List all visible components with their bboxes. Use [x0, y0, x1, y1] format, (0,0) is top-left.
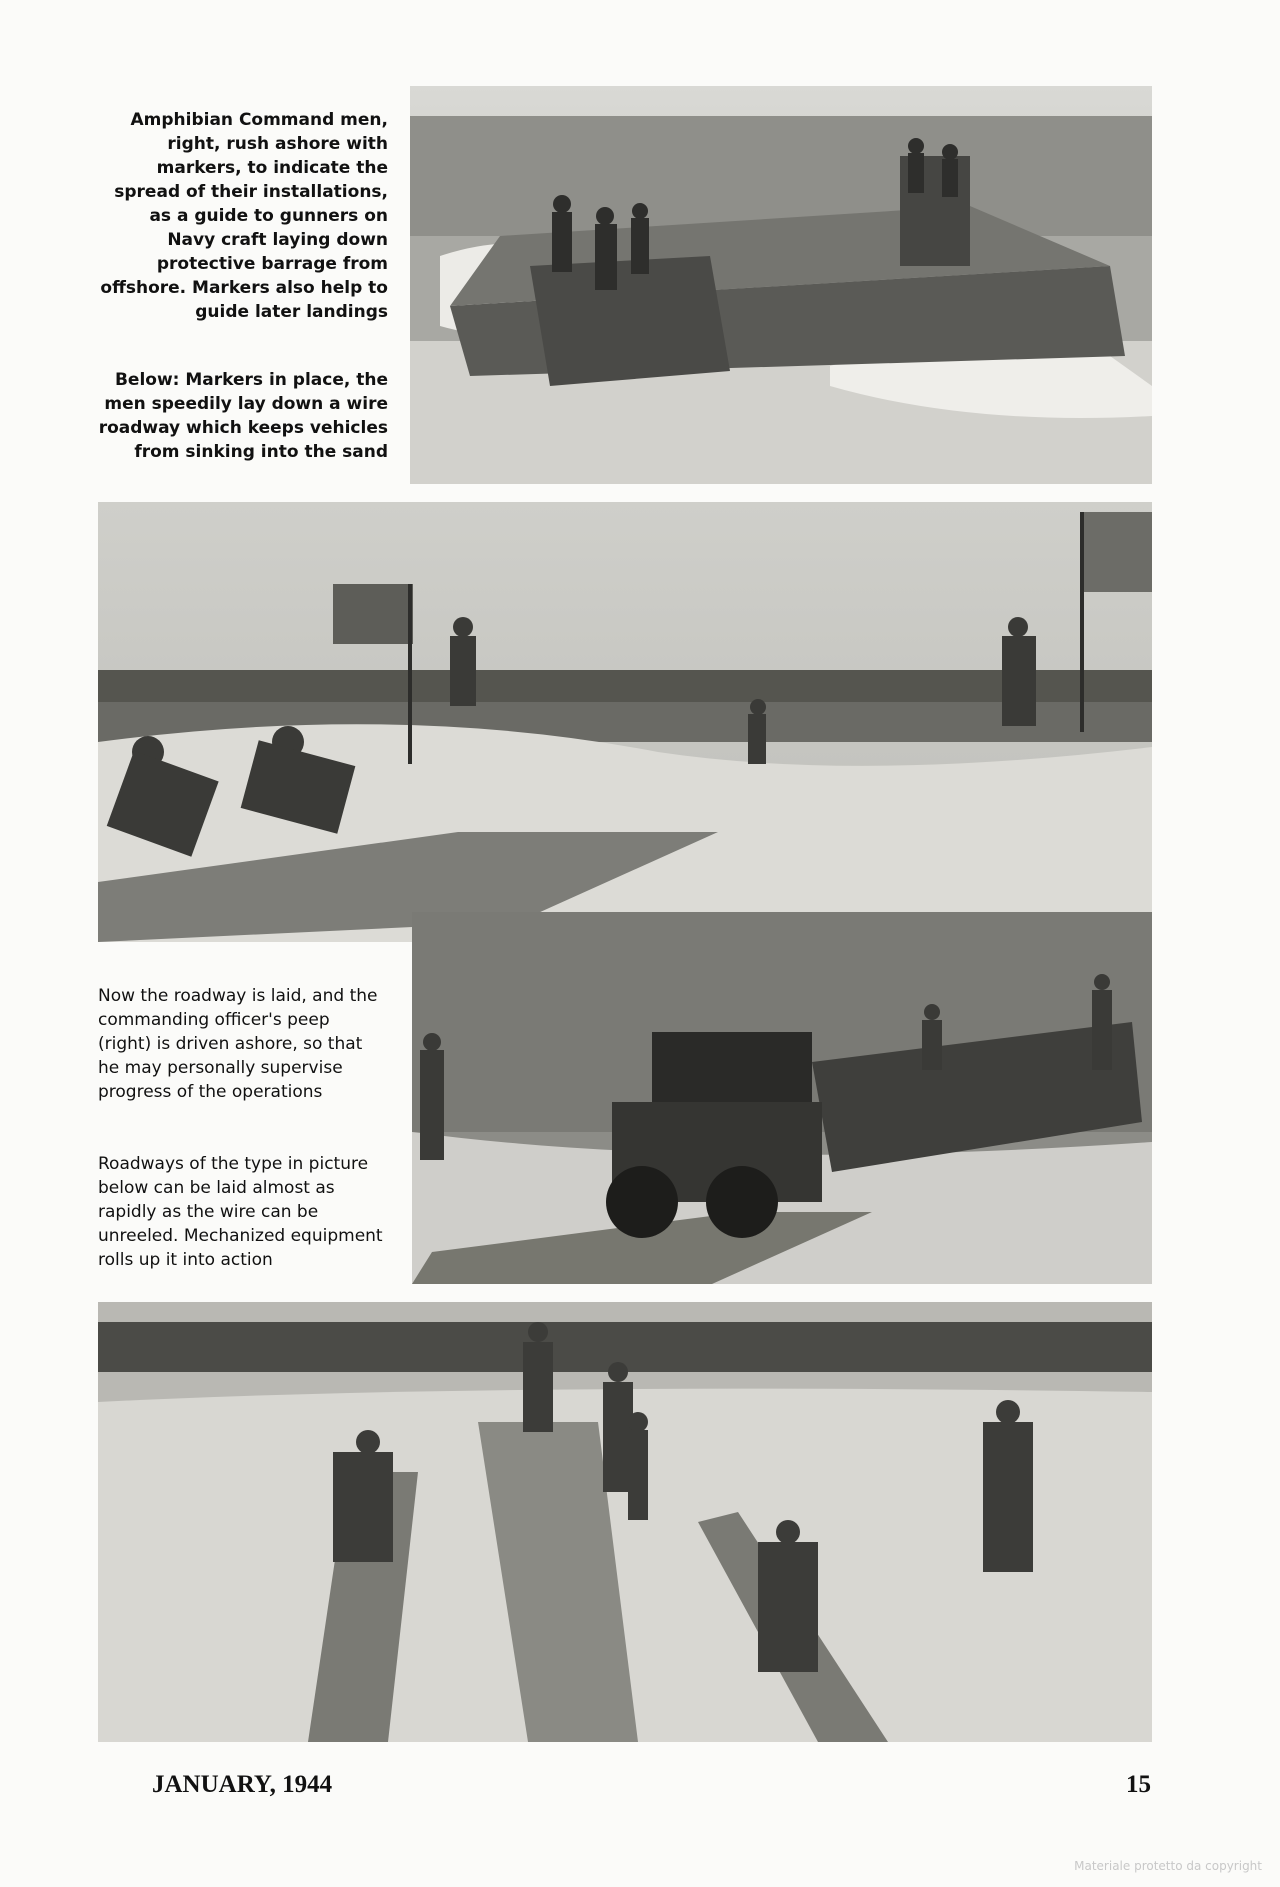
page-number: 15 — [1126, 1771, 1151, 1798]
caption-below: Below: Markers in place, the men speedily lay down a wire roadway which keeps vehicles from sinking into the sand — [98, 370, 388, 462]
footer-date: JANUARY, 1944 — [152, 1771, 333, 1798]
caption-types: Roadways of the type in picture below can be laid almost as rapidly as the wire can be unreeled. Mechanized equipment rolls up it into action — [98, 1154, 383, 1270]
photo-roadway-types — [98, 1302, 1152, 1742]
photo-peep-driven-ashore — [412, 912, 1152, 1284]
photo-laying-wire-roadway — [98, 502, 1152, 942]
copyright-watermark: Materiale protetto da copyright — [1074, 1859, 1262, 1873]
caption-top: Amphibian Command men, right, rush ashore with markers, to indicate the spread of their installations, as a guide to gunners on Navy craft laying down protective barrage from offshore. Markers also help to guide later landings — [100, 110, 388, 322]
photo-landing-craft — [410, 86, 1152, 484]
caption-roadway: Now the roadway is laid, and the commanding officer's peep (right) is driven ashore, so that he may personally supervise progress of the operations — [98, 986, 378, 1102]
